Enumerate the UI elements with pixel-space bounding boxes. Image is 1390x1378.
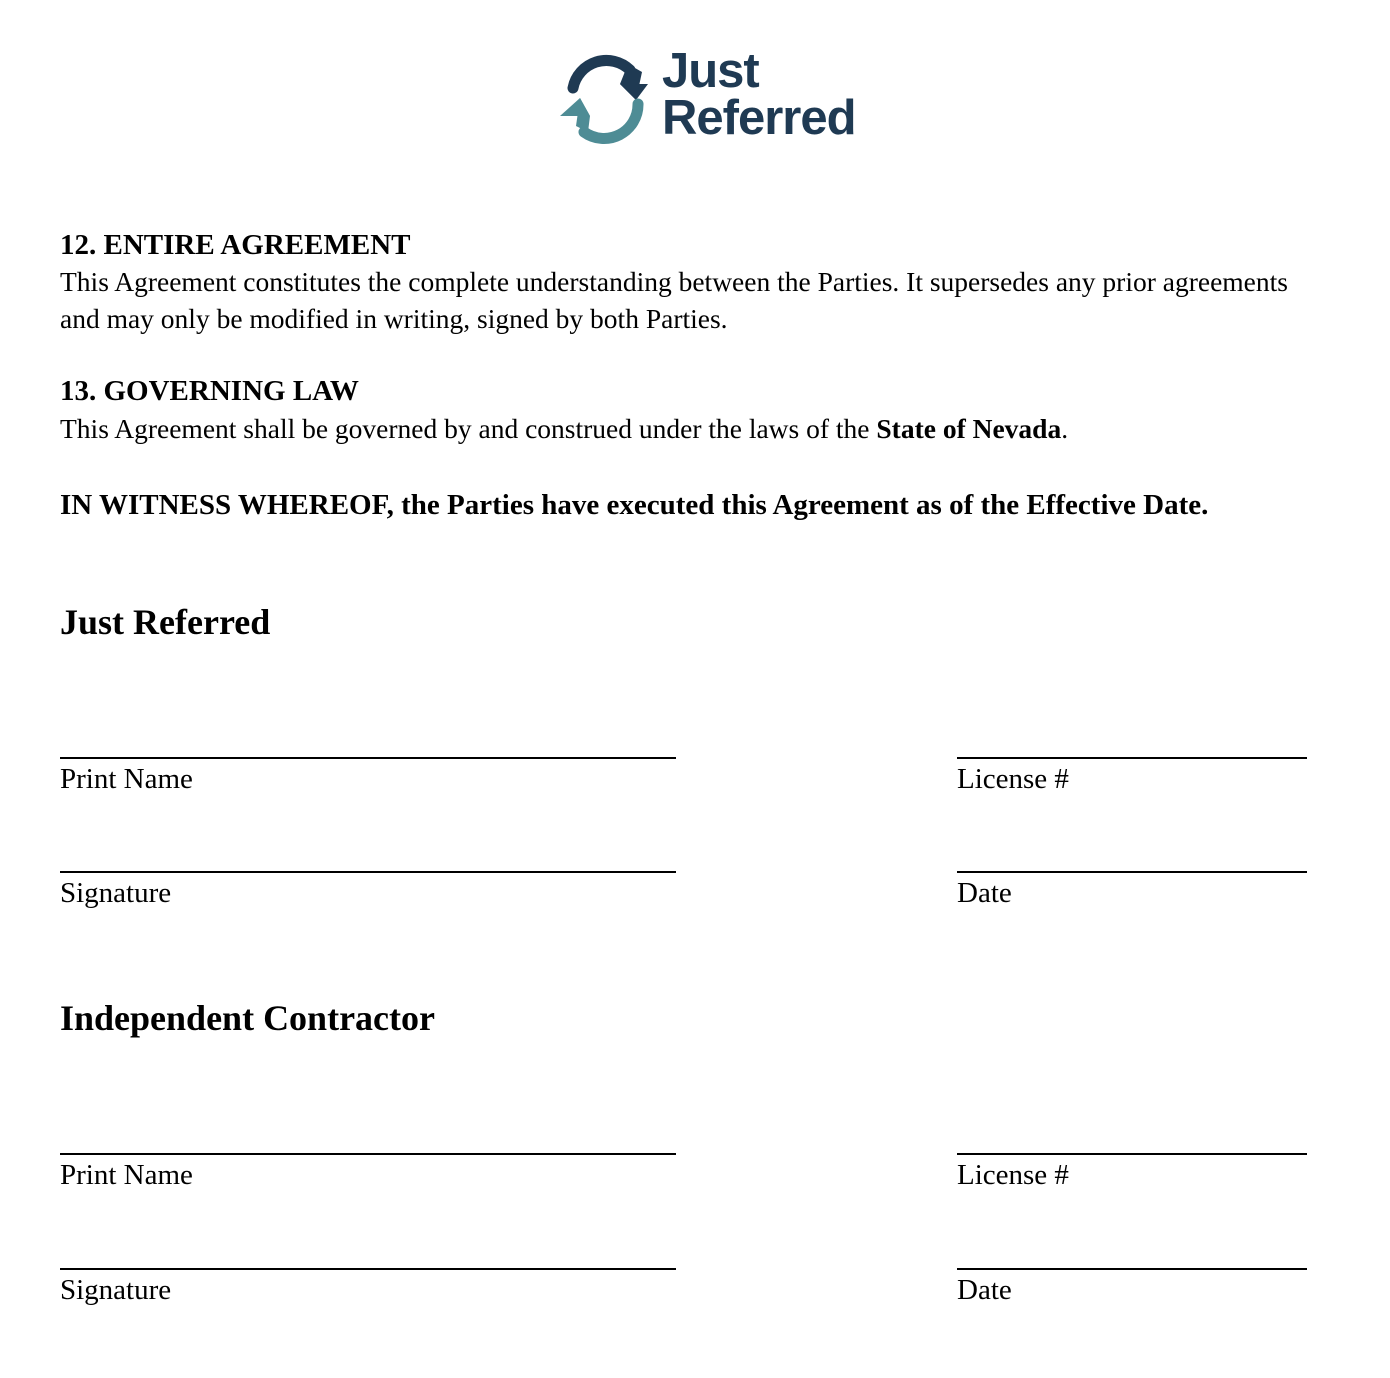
signature-label: Signature — [60, 877, 172, 909]
logo-line-1: Just — [662, 44, 759, 98]
signature-line[interactable] — [60, 871, 676, 873]
logo-line-2: Referred — [662, 91, 856, 145]
section-13-heading: 13. GOVERNING LAW — [60, 375, 359, 407]
party-title-independent-contractor: Independent Contractor — [60, 998, 435, 1038]
license-label: License # — [957, 763, 1069, 795]
date-label: Date — [957, 877, 1012, 909]
signature-label: Signature — [60, 1274, 172, 1306]
date-label: Date — [957, 1274, 1012, 1306]
date-line[interactable] — [957, 1268, 1307, 1270]
party-title-just-referred: Just Referred — [60, 602, 271, 642]
license-line[interactable] — [957, 1153, 1307, 1155]
section-12-heading: 12. ENTIRE AGREEMENT — [60, 229, 411, 261]
print-name-label: Print Name — [60, 763, 193, 795]
section-13-body — [60, 410, 1330, 447]
section-13-body-suffix: . — [1061, 413, 1069, 444]
date-line[interactable] — [957, 871, 1307, 873]
signature-line[interactable] — [60, 1268, 676, 1270]
just-referred-logo — [558, 46, 868, 156]
license-label: License # — [957, 1159, 1069, 1191]
circular-arrows-icon — [558, 46, 658, 156]
section-13-body-prefix: This Agreement shall be governed by and construed under the laws of the — [60, 413, 877, 444]
governing-state: State of Nevada — [876, 413, 1062, 444]
witness-statement: IN WITNESS WHEREOF, the Parties have executed this Agreement as of the Effective Date. — [60, 489, 1209, 521]
logo-wordmark — [662, 44, 856, 145]
section-12-body: This Agreement constitutes the complete understanding between the Parties. It supersedes any prior agreements and may only be modified in writing, signed by both Parties. — [60, 266, 1288, 334]
print-name-line[interactable] — [60, 757, 676, 759]
print-name-label: Print Name — [60, 1159, 193, 1191]
license-line[interactable] — [957, 757, 1307, 759]
print-name-line[interactable] — [60, 1153, 676, 1155]
